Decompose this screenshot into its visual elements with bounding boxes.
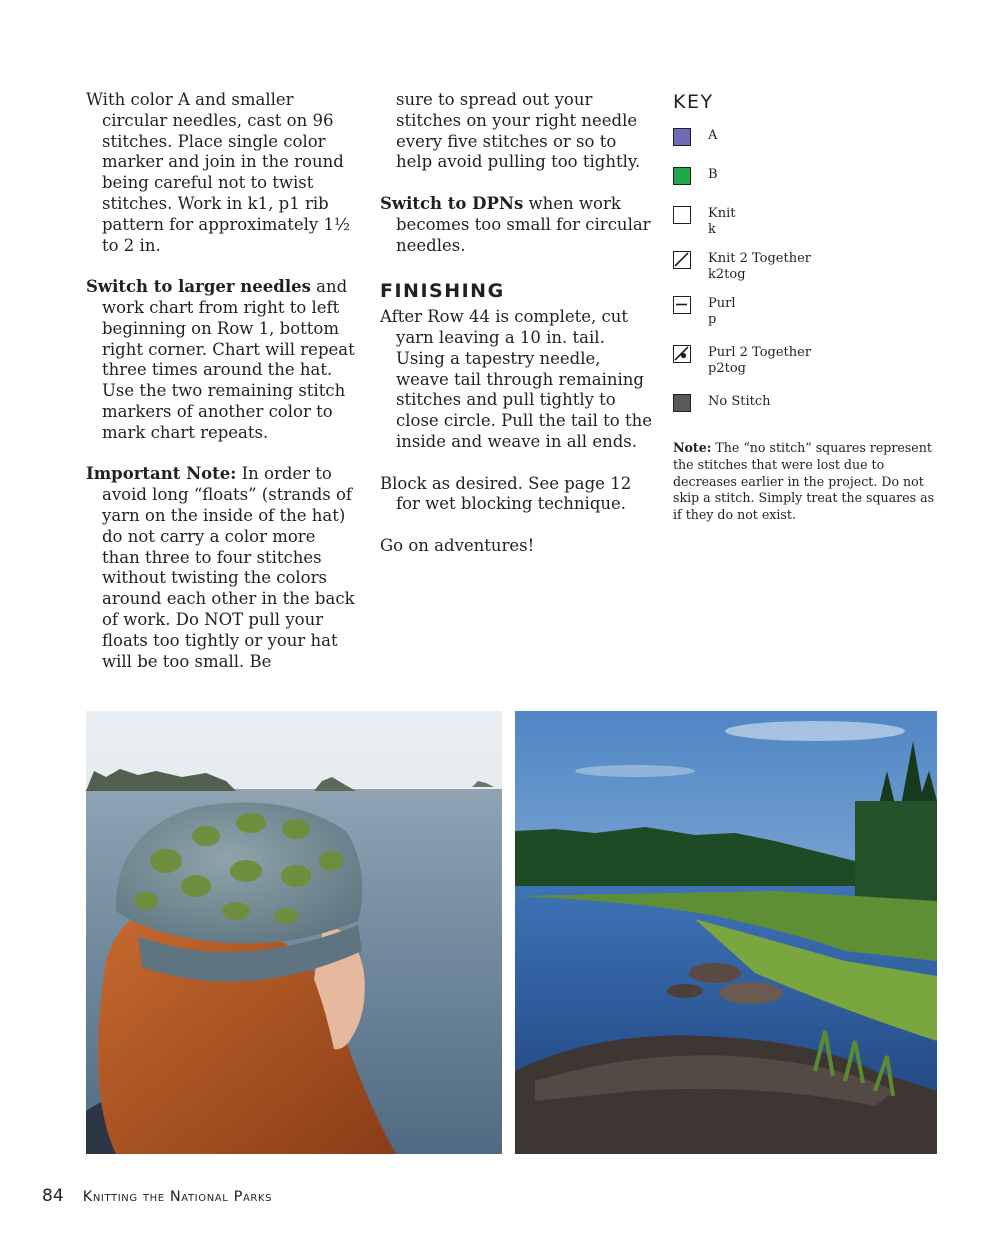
text-column-1 [86, 90, 358, 693]
page-number: 84 [42, 1186, 64, 1206]
book-title: Knitting the National Parks [82, 1189, 273, 1205]
paragraph-blocking: Block as desired. See page 12 for wet blocking technique. [380, 473, 632, 514]
purl-symbol-icon [673, 296, 691, 314]
key-item-label: Purl 2 Together [708, 345, 812, 360]
key-title: KEY [673, 91, 714, 113]
knit-symbol-icon [673, 206, 691, 224]
paragraph-switch-larger-needles: Switch to larger needles and work chart from right to left beginning on Row 1, bottom right corner. Chart will repeat three times around the hat. Use the two remaining stitch markers of another color to mark chart repeats. [86, 277, 355, 442]
p2tog-symbol-icon [673, 345, 691, 363]
chart-key [673, 90, 938, 524]
paragraph-cast-on: With color A and smaller circular needles, cast on 96 stitches. Place single color marker and join in the round being careful not to twist stitches. Work in k1, p1 rib pattern for approximately 1½ to 2 in. [86, 90, 350, 255]
finishing-heading: FINISHING [380, 280, 505, 303]
paragraph-switch-dpns: Switch to DPNs when work becomes too small for circular needles. [380, 193, 651, 255]
key-item-abbr: k2tog [708, 267, 746, 282]
no-stitch-swatch-icon [673, 394, 691, 412]
key-item-label: Knit [708, 206, 736, 221]
color-b-swatch-icon [673, 167, 691, 185]
paragraph-important-note: Important Note: In order to avoid long “floats” (strands of yarn on the inside of the hat) do not carry a color more than three to four stitches without twisting the colors around each other in the back of work. Do NOT pull your floats too tightly or your hat will be too small. Be [86, 464, 355, 671]
key-item-color-a [673, 128, 938, 167]
text-column-2 [380, 90, 655, 578]
page-footer [42, 1186, 272, 1206]
k2tog-symbol-icon [673, 251, 691, 269]
key-item-purl [673, 296, 938, 345]
paragraph-spread-stitches: sure to spread out your stitches on your right needle every five stitches or so to help avoid pulling too tightly. [396, 90, 641, 172]
key-item-no-stitch [673, 394, 938, 418]
key-item-color-b [673, 167, 938, 206]
key-item-k2tog [673, 251, 938, 296]
key-item-label: A [708, 128, 718, 143]
photo-lake-landscape [515, 711, 937, 1154]
paragraph-adventures: Go on adventures! [380, 535, 535, 555]
key-item-label: Knit 2 Together [708, 251, 812, 266]
key-item-abbr: p2tog [708, 361, 746, 376]
paragraph-finishing: After Row 44 is complete, cut yarn leaving a 10 in. tail. Using a tapestry needle, weave tail through remaining stitches and pull tightly to close circle. Pull the tail to the inside and weave in all ends. [380, 307, 652, 451]
key-item-abbr: p [708, 312, 717, 327]
key-item-knit [673, 206, 938, 251]
color-a-swatch-icon [673, 128, 691, 146]
key-note: Note: The “no stitch” squares represent the stitches that were lost due to decreases earlier in the project. Do not skip a stitch. Simply treat the squares as if they do not exist. [673, 440, 935, 523]
key-item-p2tog [673, 345, 938, 394]
key-item-label: Purl [708, 296, 736, 311]
key-item-label: B [708, 167, 718, 182]
key-item-label: No Stitch [708, 394, 771, 409]
key-item-abbr: k [708, 222, 716, 237]
photo-woman-wearing-hat [86, 711, 502, 1154]
